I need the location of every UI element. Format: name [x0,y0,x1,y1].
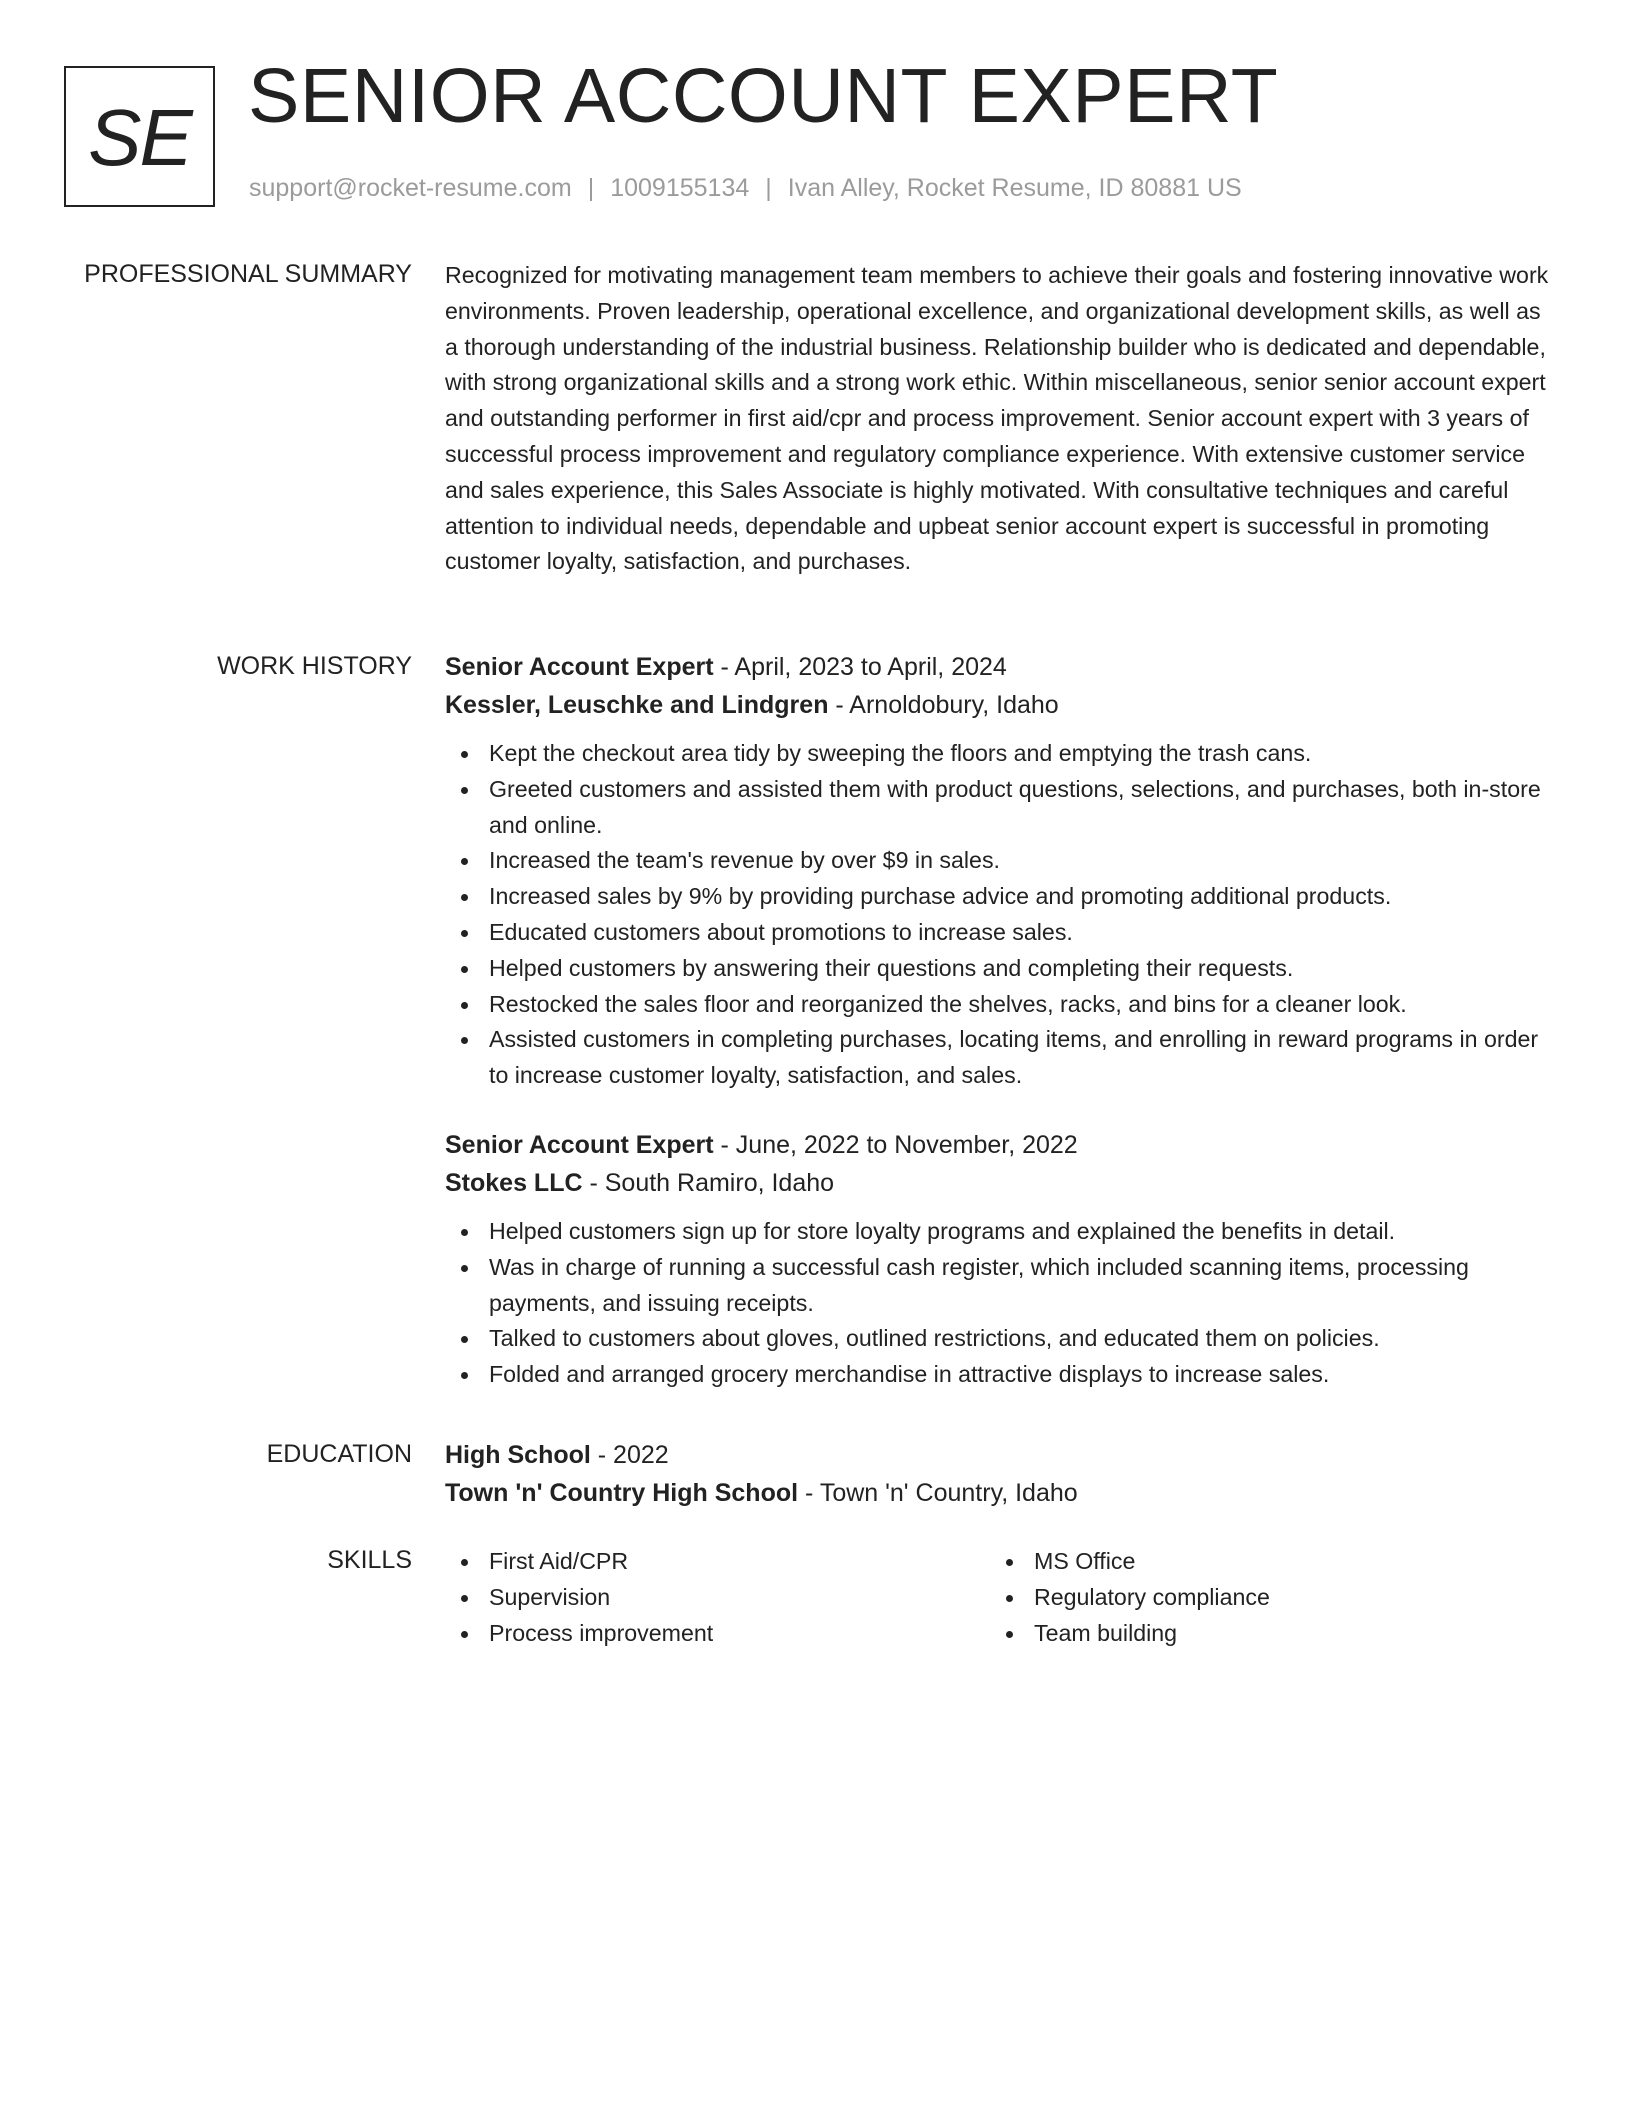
contact-separator: | [765,174,772,202]
job-bullet: Folded and arranged grocery merchandise in attractive displays to increase sales. [445,1357,1555,1393]
skill-item: Regulatory compliance [990,1580,1535,1616]
education-location: - Town 'n' Country, Idaho [798,1479,1078,1507]
skill-item: Team building [990,1616,1535,1652]
job-bullets [445,736,1555,1094]
education-year: - 2022 [590,1441,669,1469]
education-degree: High School [445,1441,591,1469]
job-location: - Arnoldobury, Idaho [828,691,1059,719]
skill-item: MS Office [990,1544,1535,1580]
job-entry [445,648,1555,1094]
contact-address: Ivan Alley, Rocket Resume, ID 80881 US [787,174,1242,202]
skills-list [445,1544,1555,1651]
job-company-line [445,1164,1555,1202]
work-history-heading: WORK HISTORY [217,652,412,680]
job-title-line [445,648,1555,686]
job-bullet: Restocked the sales floor and reorganized the shelves, racks, and bins for a cleaner look. [445,987,1555,1023]
skill-item: First Aid/CPR [445,1544,990,1580]
job-bullet: Helped customers sign up for store loyalty programs and explained the benefits in detail. [445,1214,1555,1250]
skill-item: Supervision [445,1580,990,1616]
education-school-line [445,1474,1555,1512]
job-bullet: Greeted customers and assisted them with product questions, selections, and purchases, both in-store and online. [445,772,1555,844]
job-company: Kessler, Leuschke and Lindgren [445,691,829,719]
job-location: - South Ramiro, Idaho [582,1168,835,1197]
job-title-line [445,1126,1555,1164]
job-bullets [445,1214,1555,1393]
job-bullet: Helped customers by answering their questions and completing their requests. [445,951,1555,987]
job-entry [445,1126,1555,1393]
skills-column-right [990,1544,1535,1651]
job-title: Senior Account Expert [445,1130,714,1159]
summary-text: Recognized for motivating management team members to achieve their goals and fostering innovative work environments. Proven leadership, operational excellence, and organizational development skills, as well as a thorough understanding of the industrial business. Relationship builder who is dedicated and dependable, with strong organizational skills and a strong work ethic. Within miscellaneous, senior senior account expert and outstanding performer in first aid/cpr and process improvement. Senior account expert with 3 years of successful process improvement and regulatory compliance experience. With extensive customer service and sales experience, this Sales Associate is highly motivated. With consultative techniques and careful attention to individual needs, dependable and upbeat senior account expert is successful in promoting customer loyalty, satisfaction, and purchases. [445,262,1549,575]
education-school: Town 'n' Country High School [445,1479,799,1507]
skill-item: Process improvement [445,1616,990,1652]
job-bullet: Kept the checkout area tidy by sweeping the floors and emptying the trash cans. [445,736,1555,772]
job-bullet: Assisted customers in completing purchases, locating items, and enrolling in reward programs in order to increase customer loyalty, satisfaction, and sales. [445,1022,1555,1094]
monogram-initials: SE [88,92,191,182]
job-bullet: Educated customers about promotions to increase sales. [445,915,1555,951]
job-bullet: Was in charge of running a successful cash register, which included scanning items, processing payments, and issuing receipts. [445,1250,1555,1322]
job-bullet: Talked to customers about gloves, outlined restrictions, and educated them on policies. [445,1321,1555,1357]
summary-heading: PROFESSIONAL SUMMARY [84,260,412,288]
job-bullet: Increased sales by 9% by providing purchase advice and promoting additional products. [445,879,1555,915]
contact-line [249,176,1242,201]
skills-column-left [445,1544,990,1651]
job-dates: - April, 2023 to April, 2024 [713,653,1007,681]
education-degree-line [445,1436,1555,1474]
job-title: Senior Account Expert [445,653,714,681]
resume-title: SENIOR ACCOUNT EXPERT [248,53,1279,139]
education-heading: EDUCATION [266,1440,412,1468]
monogram-box [64,66,215,207]
contact-phone: 1009155134 [610,174,750,202]
contact-separator: | [587,174,595,202]
contact-email: support@rocket-resume.com [249,174,572,202]
job-company: Stokes LLC [445,1168,583,1197]
job-dates: - June, 2022 to November, 2022 [713,1130,1078,1159]
job-company-line [445,686,1555,724]
job-bullet: Increased the team's revenue by over $9 in sales. [445,843,1555,879]
skills-heading: SKILLS [327,1546,412,1574]
